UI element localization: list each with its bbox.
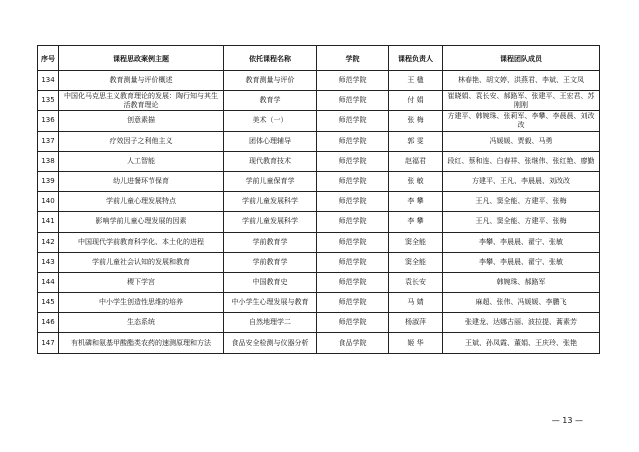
table-row — [38, 313, 600, 333]
header-lead: 课程负责人 — [389, 46, 443, 71]
cell-college: 师范学院 — [317, 252, 389, 272]
cell-lead: 张 敏 — [389, 171, 443, 191]
cell-theme: 影响学前儿童心理发展的因素 — [59, 212, 224, 232]
cell-lead: 窦全能 — [389, 232, 443, 252]
cell-members: 崔晓娟、袁长安、郝路军、张建平、王宏君、苏刚刚 — [443, 91, 600, 111]
cell-theme: 学前儿童心理发展特点 — [59, 192, 224, 212]
table-row — [38, 252, 600, 272]
header-course: 依托课程名称 — [224, 46, 317, 71]
cell-theme: 学前儿童社会认知的发展和教育 — [59, 252, 224, 272]
cell-lead: 杨淑萍 — [389, 313, 443, 333]
cell-college: 师范学院 — [317, 192, 389, 212]
cell-course: 食品安全检测与仪器分析 — [224, 333, 317, 353]
cell-theme: 教育测量与评价概述 — [59, 71, 224, 91]
cell-no: 141 — [38, 212, 59, 232]
cell-members: 王凡、窦全能、方建平、张梅 — [443, 212, 600, 232]
cell-no: 147 — [38, 333, 59, 353]
cell-college: 师范学院 — [317, 212, 389, 232]
cell-members: 王斌、孙凤霞、董娟、王庆玲、张艳 — [443, 333, 600, 353]
cell-course: 学前教育学 — [224, 232, 317, 252]
table-row — [38, 71, 600, 91]
table-row — [38, 111, 600, 131]
cell-college: 师范学院 — [317, 171, 389, 191]
cell-no: 142 — [38, 232, 59, 252]
course-table — [37, 45, 600, 354]
cell-course: 美术（一） — [224, 111, 317, 131]
cell-members: 张建龙、达娜古丽、波拉提、蒿素芳 — [443, 313, 600, 333]
header-theme: 课程思政案例主题 — [59, 46, 224, 71]
cell-theme: 疗效因子之利他主义 — [59, 131, 224, 151]
cell-course: 中国教育史 — [224, 272, 317, 292]
cell-no: 137 — [38, 131, 59, 151]
cell-theme: 中国化马克思主义教育理论的发展：陶行知与其生活教育理论 — [59, 91, 224, 111]
cell-members: 方建平、韩婉珠、张莉军、李攀、李晨晨、刘改改 — [443, 111, 600, 131]
cell-course: 学前儿童发展科学 — [224, 212, 317, 232]
cell-course: 学前儿童发展科学 — [224, 192, 317, 212]
header-college: 学院 — [317, 46, 389, 71]
header-no: 序号 — [38, 46, 59, 71]
cell-lead: 付 娟 — [389, 91, 443, 111]
cell-members: 方建平、王凡、李晨晨、刘改改 — [443, 171, 600, 191]
cell-members: 李攀、李晨晨、翟宁、张敏 — [443, 252, 600, 272]
cell-no: 143 — [38, 252, 59, 272]
cell-members: 王凡、窦全能、方建平、张梅 — [443, 192, 600, 212]
cell-college: 师范学院 — [317, 293, 389, 313]
cell-college: 师范学院 — [317, 232, 389, 252]
cell-theme: 幼儿进餐环节保育 — [59, 171, 224, 191]
cell-course: 学前儿童保育学 — [224, 171, 317, 191]
table-row — [38, 232, 600, 252]
header-members: 课程团队成员 — [443, 46, 600, 71]
cell-theme: 稷下学宫 — [59, 272, 224, 292]
cell-course: 学前教育学 — [224, 252, 317, 272]
cell-lead: 张 梅 — [389, 111, 443, 131]
table-body — [38, 71, 600, 354]
cell-members: 林春艳、胡文婷、洪燕君、李斌、王文凤 — [443, 71, 600, 91]
cell-no: 134 — [38, 71, 59, 91]
cell-college: 师范学院 — [317, 272, 389, 292]
table-row — [38, 192, 600, 212]
cell-no: 136 — [38, 111, 59, 131]
cell-theme: 创意素描 — [59, 111, 224, 131]
cell-lead: 王 楹 — [389, 71, 443, 91]
cell-college: 师范学院 — [317, 91, 389, 111]
cell-lead: 姬 华 — [389, 333, 443, 353]
cell-college: 食品学院 — [317, 333, 389, 353]
cell-members: 段红、蔡和连、白春祥、张继伟、张红艳、廖勤 — [443, 151, 600, 171]
cell-no: 144 — [38, 272, 59, 292]
cell-lead: 郭 雯 — [389, 131, 443, 151]
cell-no: 139 — [38, 171, 59, 191]
table-row — [38, 212, 600, 232]
table-row — [38, 272, 600, 292]
cell-course: 教育学 — [224, 91, 317, 111]
cell-course: 现代教育技术 — [224, 151, 317, 171]
cell-members: 麻超、张伟、冯媛媛、李鹏飞 — [443, 293, 600, 313]
cell-no: 145 — [38, 293, 59, 313]
cell-course: 中小学生心理发展与教育 — [224, 293, 317, 313]
cell-no: 135 — [38, 91, 59, 111]
cell-theme: 中国现代学前教育科学化、本土化的进程 — [59, 232, 224, 252]
cell-lead: 窦全能 — [389, 252, 443, 272]
cell-lead: 李 攀 — [389, 212, 443, 232]
table-header-row — [38, 46, 600, 71]
table-row — [38, 171, 600, 191]
cell-theme: 人工智能 — [59, 151, 224, 171]
cell-lead: 马 婧 — [389, 293, 443, 313]
cell-members: 冯媛媛、贾毅、马勇 — [443, 131, 600, 151]
table-row — [38, 91, 600, 111]
cell-lead: 袁长安 — [389, 272, 443, 292]
table-row — [38, 131, 600, 151]
cell-theme: 生态系统 — [59, 313, 224, 333]
cell-course: 教育测量与评价 — [224, 71, 317, 91]
cell-members: 韩婉珠、郝路军 — [443, 272, 600, 292]
page-number: — 13 — — [551, 416, 583, 425]
cell-college: 师范学院 — [317, 71, 389, 91]
cell-college: 师范学院 — [317, 313, 389, 333]
cell-no: 146 — [38, 313, 59, 333]
cell-college: 师范学院 — [317, 111, 389, 131]
cell-college: 师范学院 — [317, 151, 389, 171]
table-row — [38, 151, 600, 171]
table-row — [38, 333, 600, 353]
cell-lead: 李 攀 — [389, 192, 443, 212]
cell-no: 140 — [38, 192, 59, 212]
cell-course: 团体心理辅导 — [224, 131, 317, 151]
cell-course: 自然地理学二 — [224, 313, 317, 333]
cell-no: 138 — [38, 151, 59, 171]
cell-theme: 中小学生创造性思维的培养 — [59, 293, 224, 313]
cell-college: 师范学院 — [317, 131, 389, 151]
table-row — [38, 293, 600, 313]
cell-lead: 赵福君 — [389, 151, 443, 171]
cell-theme: 有机磷和氨基甲酸酯类农药的速测原理和方法 — [59, 333, 224, 353]
cell-members: 李攀、李晨晨、翟宁、张敏 — [443, 232, 600, 252]
